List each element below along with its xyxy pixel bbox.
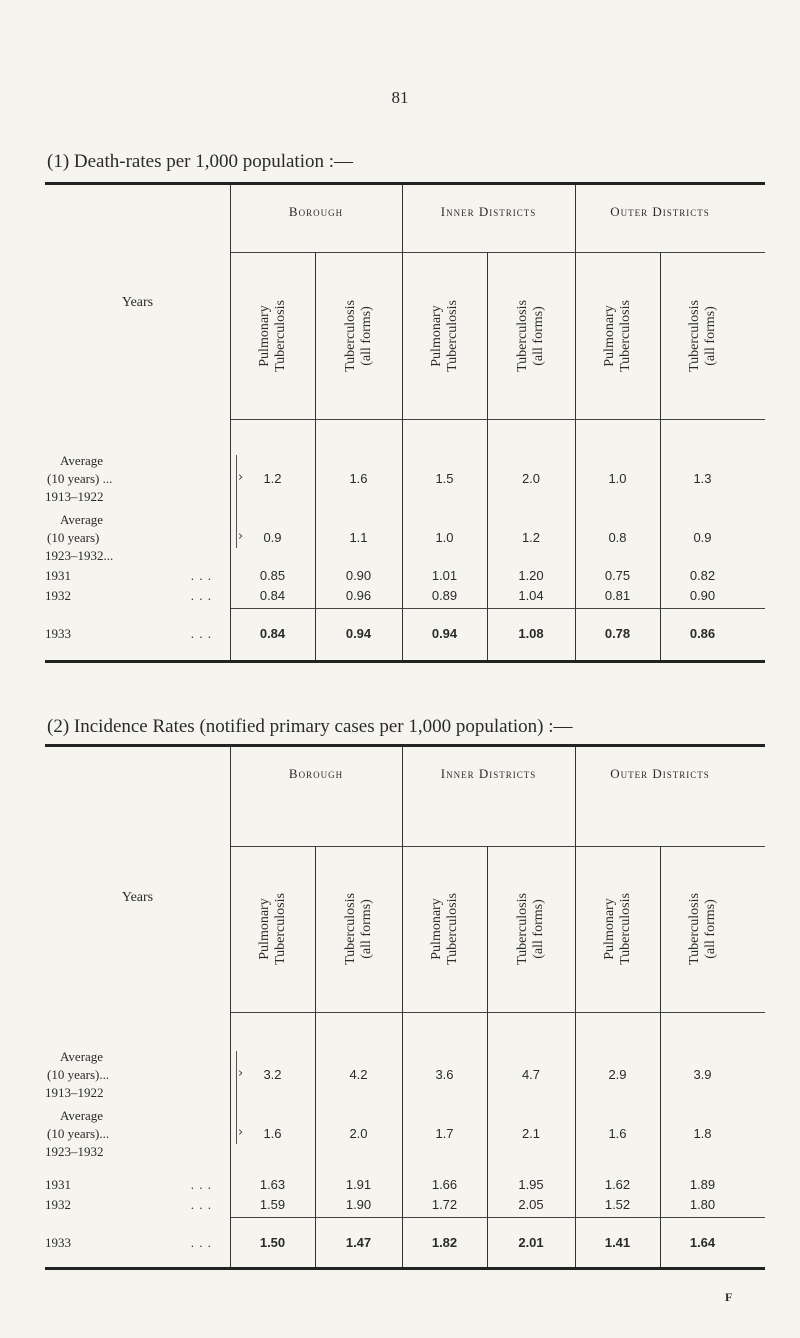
table-cell: 3.9	[693, 1067, 712, 1082]
group-header: Borough	[288, 766, 344, 781]
brace-icon	[236, 1051, 237, 1144]
table-cell: 2.9	[608, 1067, 627, 1082]
column-divider	[487, 846, 488, 1267]
row-label-text: 1932	[45, 1197, 71, 1212]
column-header-label: Pulmonary Tuberculosis	[428, 299, 460, 372]
table-cell: 1.50	[259, 1235, 286, 1250]
column-divider	[315, 252, 316, 660]
table-cell: 1.41	[604, 1235, 631, 1250]
row-label-text: 1933	[45, 626, 71, 641]
column-header-label: Pulmonary Tuberculosis	[428, 893, 460, 965]
table-cell: 1.8	[693, 1126, 712, 1141]
column-divider	[575, 185, 576, 660]
table-cell: 2.05	[518, 1197, 544, 1212]
column-header	[428, 299, 460, 372]
column-header	[428, 893, 460, 965]
table-cell: 1.64	[689, 1235, 716, 1250]
column-header	[601, 299, 633, 372]
table-cell: 1.95	[518, 1177, 544, 1192]
column-header-label: Pulmonary Tuberculosis	[256, 893, 288, 965]
group-header: Outer Districts	[610, 204, 710, 219]
total-divider	[230, 608, 765, 609]
table-cell: 0.89	[431, 588, 458, 603]
leader-dots: . . .	[190, 1177, 212, 1192]
column-header	[686, 893, 718, 965]
table-cell: 1.59	[259, 1197, 286, 1212]
table-cell: 1.72	[431, 1197, 458, 1212]
table-cell: 4.7	[521, 1067, 541, 1082]
table-cell: 1.01	[431, 568, 458, 583]
column-header-label: Pulmonary Tuberculosis	[601, 299, 633, 372]
column-header-label: Tuberculosis (all forms)	[342, 299, 374, 372]
row-label	[60, 1049, 245, 1065]
table-cell: 1.6	[263, 1126, 282, 1141]
table-cell: 1.52	[604, 1197, 631, 1212]
table-cell: 1.2	[263, 471, 282, 486]
group-divider	[230, 846, 765, 847]
header-divider	[230, 419, 765, 420]
table-cell: 0.78	[604, 626, 631, 641]
row-label-text: (10 years)	[47, 530, 100, 545]
column-divider	[402, 747, 403, 1267]
column-divider	[230, 185, 231, 660]
table-cell: 1.2	[521, 530, 541, 545]
table-2-caption: (2) Incidence Rates (notified primary cases per 1,000 population) :—	[47, 716, 573, 737]
table-cell: 1.82	[431, 1235, 458, 1250]
row-label	[60, 1108, 245, 1124]
row-label-text: 1933	[45, 1235, 71, 1250]
table-cell: 1.89	[689, 1177, 716, 1192]
bottom-rule	[45, 660, 765, 663]
table-cell: 3.6	[435, 1067, 454, 1082]
table-cell: 1.91	[345, 1177, 372, 1192]
row-label	[47, 530, 232, 546]
incidence-rates-table	[45, 744, 765, 1270]
table-cell: 0.9	[693, 530, 712, 545]
column-header	[256, 299, 288, 372]
table-1-caption: (1) Death-rates per 1,000 population :—	[47, 151, 354, 172]
column-header	[601, 893, 633, 965]
row-label	[45, 626, 230, 642]
table-cell: 2.01	[518, 1235, 544, 1250]
table-cell: 0.82	[689, 568, 716, 583]
row-label-text: 1913–1922	[45, 489, 104, 504]
row-label	[45, 1235, 230, 1251]
group-header: Outer Districts	[610, 766, 710, 781]
row-label	[45, 489, 230, 505]
table-cell: 0.9	[263, 530, 282, 545]
table-cell: 1.66	[431, 1177, 458, 1192]
column-header-label: Pulmonary Tuberculosis	[601, 893, 633, 965]
brace-tip-icon: ›	[238, 1066, 244, 1081]
row-label	[47, 1126, 232, 1142]
table-cell: 1.08	[518, 626, 544, 641]
leader-dots: . . .	[190, 1235, 212, 1250]
table-cell: 1.63	[259, 1177, 286, 1192]
table-cell: 0.96	[345, 588, 372, 603]
table-cell: 1.5	[435, 471, 454, 486]
row-label-text: 1913–1922	[45, 1085, 104, 1100]
column-header	[342, 299, 374, 372]
footer-signature-mark: F	[725, 1290, 733, 1304]
group-header: Inner Districts	[440, 766, 537, 781]
column-header-label: Tuberculosis (all forms)	[515, 299, 546, 372]
table-cell: 0.86	[689, 626, 716, 641]
table-cell: 1.47	[345, 1235, 372, 1250]
row-label	[60, 512, 245, 528]
column-header	[256, 893, 288, 965]
table-cell: 0.85	[259, 568, 286, 583]
row-label	[45, 1197, 230, 1213]
table-cell: 0.84	[259, 588, 286, 603]
table-cell: 0.81	[604, 588, 631, 603]
table-cell: 1.3	[693, 471, 712, 486]
years-header: Years	[121, 890, 154, 905]
table-cell: 1.0	[608, 471, 627, 486]
leader-dots: . . .	[190, 1197, 212, 1212]
row-label-text: Average	[60, 512, 104, 527]
row-label-text: (10 years)...	[47, 1126, 110, 1141]
table-cell: 0.90	[689, 588, 716, 603]
table-cell: 1.04	[518, 588, 544, 603]
table-cell: 2.0	[349, 1126, 368, 1141]
column-header-label: Tuberculosis (all forms)	[686, 299, 718, 372]
row-label	[45, 1177, 230, 1193]
row-label-text: (10 years) ...	[47, 471, 113, 486]
table-cell: 0.90	[345, 568, 372, 583]
column-header	[515, 893, 546, 965]
column-header-label: Tuberculosis (all forms)	[342, 893, 374, 965]
column-divider	[315, 846, 316, 1267]
table-cell: 2.0	[521, 471, 541, 486]
row-label	[45, 1085, 230, 1101]
row-label-text: 1923–1932...	[45, 548, 114, 563]
column-divider	[402, 185, 403, 660]
row-label	[45, 568, 230, 584]
row-label	[45, 588, 230, 604]
table-cell: 1.1	[349, 530, 368, 545]
row-label-text: 1931	[45, 1177, 71, 1192]
leader-dots: . . .	[190, 568, 212, 583]
table-cell: 4.2	[349, 1067, 368, 1082]
table-cell: 1.7	[435, 1126, 454, 1141]
group-header: Inner Districts	[440, 204, 537, 219]
column-header-label: Tuberculosis (all forms)	[686, 893, 718, 965]
group-header: Borough	[288, 204, 344, 219]
column-divider	[660, 846, 661, 1267]
death-rates-table	[45, 182, 765, 662]
total-divider	[230, 1217, 765, 1218]
brace-icon	[236, 455, 237, 548]
table-cell: 0.75	[604, 568, 631, 583]
table-cell: 1.0	[435, 530, 454, 545]
row-label	[45, 548, 230, 564]
table-cell: 1.6	[349, 471, 368, 486]
brace-tip-icon: ›	[238, 529, 244, 544]
group-divider	[230, 252, 765, 253]
table-cell: 2.1	[521, 1126, 541, 1141]
column-header-label: Pulmonary Tuberculosis	[256, 299, 288, 372]
header-divider	[230, 1012, 765, 1013]
top-rule	[45, 744, 765, 747]
table-cell: 1.62	[604, 1177, 631, 1192]
table-cell: 0.8	[608, 530, 627, 545]
leader-dots: . . .	[190, 626, 212, 641]
row-label	[60, 453, 245, 469]
table-cell: 1.20	[518, 568, 544, 583]
brace-tip-icon: ›	[238, 1125, 244, 1140]
row-label	[47, 1067, 232, 1083]
row-label-text: Average	[60, 1108, 104, 1123]
column-divider	[575, 747, 576, 1267]
table-cell: 0.84	[259, 626, 286, 641]
years-header: Years	[121, 295, 154, 310]
row-label-text: (10 years)...	[47, 1067, 110, 1082]
table-cell: 1.6	[608, 1126, 627, 1141]
row-label	[47, 471, 232, 487]
bottom-rule	[45, 1267, 765, 1270]
table-cell: 0.94	[431, 626, 458, 641]
brace-tip-icon: ›	[238, 470, 244, 485]
table-cell: 0.94	[345, 626, 372, 641]
column-header	[342, 893, 374, 965]
row-label-text: 1932	[45, 588, 71, 603]
table-cell: 3.2	[263, 1067, 282, 1082]
top-rule	[45, 182, 765, 185]
row-label-text: 1931	[45, 568, 71, 583]
row-label	[45, 1144, 230, 1160]
table-cell: 1.90	[345, 1197, 372, 1212]
column-divider	[660, 252, 661, 660]
page-number: 81	[391, 88, 409, 107]
row-label-text: Average	[60, 453, 104, 468]
column-header-label: Tuberculosis (all forms)	[515, 893, 546, 965]
row-label-text: Average	[60, 1049, 104, 1064]
table-cell: 1.80	[689, 1197, 716, 1212]
column-header	[515, 299, 546, 372]
leader-dots: . . .	[190, 588, 212, 603]
column-header	[686, 299, 718, 372]
column-divider	[487, 252, 488, 660]
column-divider	[230, 747, 231, 1267]
row-label-text: 1923–1932	[45, 1144, 104, 1159]
